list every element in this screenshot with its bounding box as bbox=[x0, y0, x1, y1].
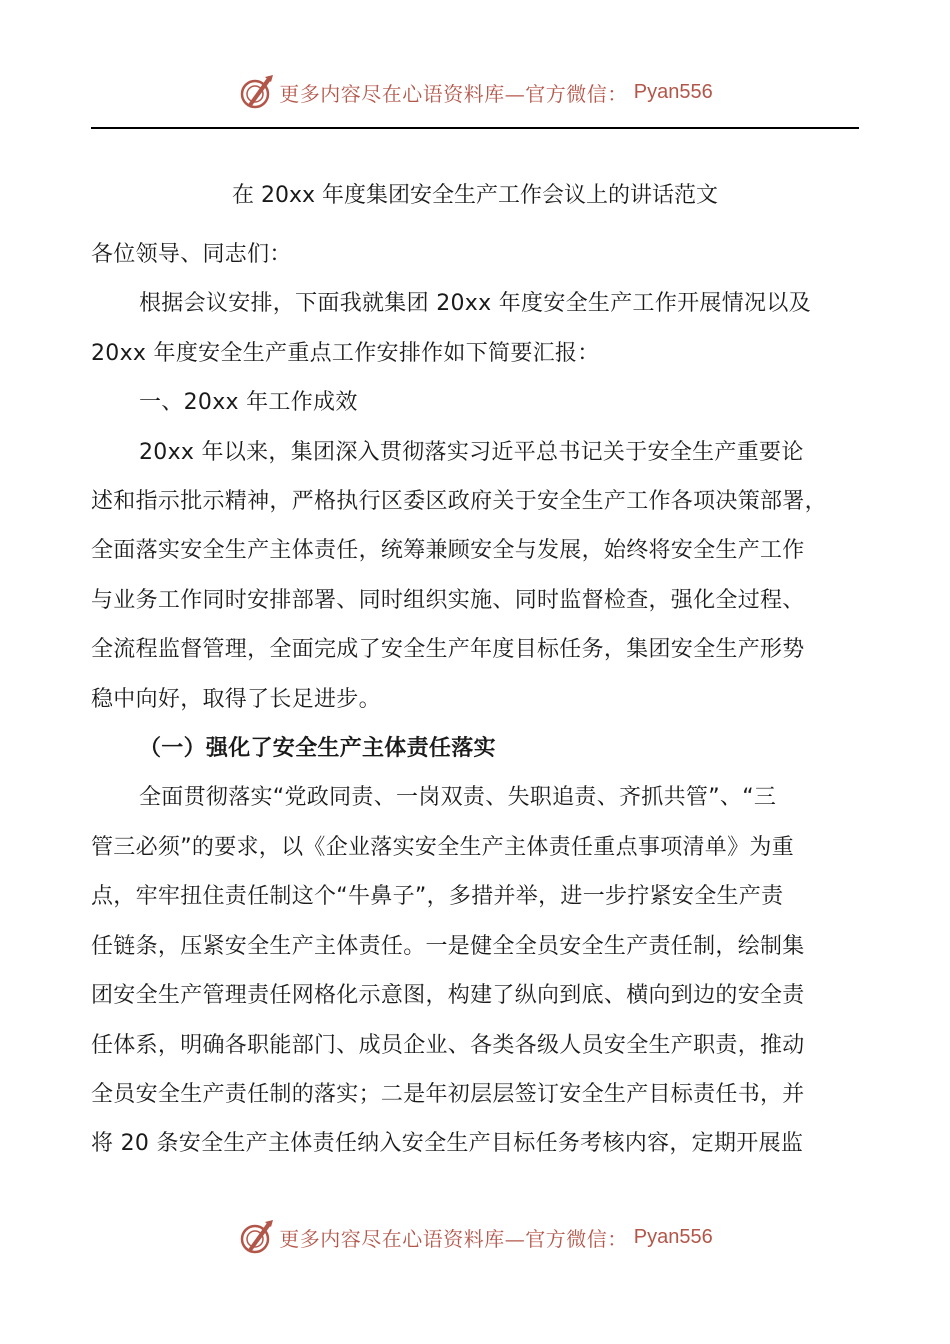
text-line: 将 20 条安全生产主体责任纳入安全生产目标任务考核内容，定期开展监 bbox=[91, 1131, 804, 1157]
quill-logo-icon bbox=[237, 1217, 277, 1257]
text-line: 任链条，压紧安全生产主体责任。一是健全全员安全生产责任制，绘制集 bbox=[91, 933, 805, 959]
text-line: 团安全生产管理责任网格化示意图，构建了纵向到底、横向到边的安全责 bbox=[91, 983, 805, 1009]
text-line: 管三必须”的要求，以《企业落实安全生产主体责任重点事项清单》为重 bbox=[91, 834, 794, 860]
text-line: 任体系，明确各职能部门、成员企业、各类各级人员安全生产职责，推动 bbox=[91, 1032, 805, 1058]
text-line: 稳中向好，取得了长足进步。 bbox=[91, 686, 381, 712]
text-line: 全面贯彻落实“党政同责、一岗双责、失职追责、齐抓共管”、“三 bbox=[139, 785, 777, 811]
footer-banner bbox=[0, 1215, 950, 1259]
footer-wechat-id: Pyan556 bbox=[633, 1225, 713, 1248]
quill-logo-icon bbox=[237, 72, 277, 112]
text-line: 点，牢牢扭住责任制这个“牛鼻子”，多措并举，进一步拧紧安全生产责 bbox=[91, 884, 784, 910]
text-line: 全面落实安全生产主体责任，统筹兼顾安全与发展，始终将安全生产工作 bbox=[91, 538, 805, 564]
text-line: 根据会议安排，下面我就集团 20xx 年度安全生产工作开展情况以及 bbox=[139, 291, 811, 317]
header-banner bbox=[0, 70, 950, 114]
text-line: 全流程监督管理，全面完成了安全生产年度目标任务，集团安全生产形势 bbox=[91, 637, 805, 663]
header-divider bbox=[91, 127, 859, 129]
text-line: 述和指示批示精神，严格执行区委区政府关于安全生产工作各项决策部署， bbox=[91, 489, 827, 515]
document-title: 在 20xx 年度集团安全生产工作会议上的讲话范文 bbox=[231, 183, 719, 208]
document-body bbox=[91, 230, 871, 1169]
text-line: 一、20xx 年工作成效 bbox=[139, 390, 358, 416]
text-line: 各位领导、同志们： bbox=[91, 242, 292, 267]
text-line: 全员安全生产责任制的落实；二是年初层层签订安全生产目标责任书，并 bbox=[91, 1081, 805, 1107]
text-line: 20xx 年度安全生产重点工作安排作如下简要汇报： bbox=[91, 340, 600, 366]
text-line: 20xx 年以来，集团深入贯彻落实习近平总书记关于安全生产重要论 bbox=[139, 439, 804, 465]
text-line: 与业务工作同时安排部署、同时组织实施、同时监督检查，强化全过程、 bbox=[91, 587, 805, 613]
banner-site-text: 更多内容尽在心语资料库—官方微信： bbox=[279, 81, 628, 106]
banner-wechat-id: Pyan556 bbox=[633, 80, 713, 103]
section-heading: （一）强化了安全生产主体责任落实 bbox=[139, 736, 496, 762]
footer-site-text: 更多内容尽在心语资料库—官方微信： bbox=[279, 1226, 628, 1251]
